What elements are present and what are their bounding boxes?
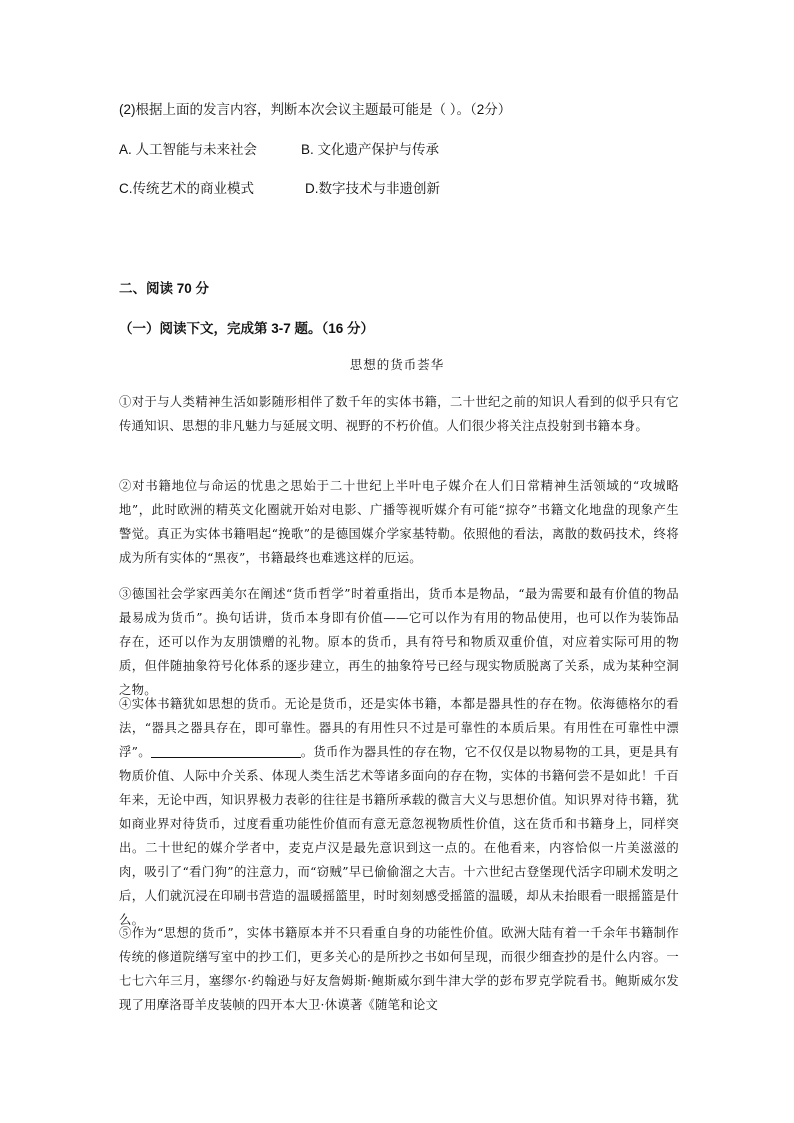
fill-in-blank[interactable] (151, 743, 301, 758)
article-title: 思想的货币荟华 (349, 357, 445, 372)
paragraph-4-before-blank: ④实体书籍犹如思想的货币。无论是货币，还是实体书籍，本都是器具性的存在物。依海德格尔的看法，“器具之器具存在，即可靠性。器具的有用性只不过是可靠性的本质后果。有用性在可靠性中漂浮”。 (119, 697, 679, 759)
question-stem: (2)根据上面的发言内容，判断本次会议主题最可能是（ ）。（2分） (119, 102, 512, 117)
option-b: B. 文化遗产保护与传承 (301, 142, 440, 157)
section-heading: 二、阅读 70 分 (119, 281, 210, 296)
option-c: C.传统艺术的商业模式 (119, 181, 254, 196)
option-a: A. 人工智能与未来社会 (119, 142, 258, 157)
paragraph-4-after-blank: 。货币作为器具性的存在物，它不仅仅是以物易物的工具，更是具有物质价值、人际中介关系、体现人类生活艺术等诸多面向的存在物，实体的书籍何尝不是如此！千百年来，无论中西，知识界极力表彰的往往是书籍所承载的微言大义与思想价值。知识界对待书籍，犹如商业界对待货币，过度看重功能性价值而有意无意忽视物质性价值，这在货币和书籍身上，同样突出。二十世纪的媒介学者中，麦克卢汉是最先意识到这一点的。在他看来，内容恰似一片美滋滋的肉，吸引了“看门狗”的注意力，而“窃贼”早已偷偷溜之大吉。十六世纪古登堡现代活字印刷术发明之后，人们就沉浸在印刷书营造的温暖摇篮里，时时刻刻感受摇篮的温暖，却从未抬眼看一眼摇篮是什么。 (119, 745, 679, 927)
paragraph-5: ⑤作为“思想的货币”，实体书籍原本并不只看重自身的功能性价值。欧洲大陆有着一千余年书籍制作传统的修道院缮写室中的抄工们，更多关心的是所抄之书如何呈现，而很少细查抄的是什么内容。一七七六年三月，塞缪尔·约翰逊与好友詹姆斯·鲍斯威尔到牛津大学的彭布罗克学院看书。鲍斯威尔发现了用摩洛哥羊皮装帧的四开本大卫·休谟著《随笔和论文 (119, 926, 679, 1012)
paragraph-1: ①对于与人类精神生活如影随形相伴了数千年的实体书籍，二十世纪之前的知识人看到的似乎只有它传通知识、思想的非凡魅力与延展文明、视野的不朽价值。人们很少将关注点投射到书籍本身。 (119, 395, 679, 433)
option-d: D.数字技术与非遗创新 (305, 181, 440, 196)
options-row-2 (119, 177, 440, 197)
paragraph-4 (119, 692, 679, 932)
paragraph-3: ③德国社会学家西美尔在阐述“货币哲学”时着重指出，货币本是物品，“最为需要和最有价值的物品最易成为货币”。换句话讲，货币本身即有价值——它可以作为有用的物品使用，也可以作为装饰品存在，还可以作为友朋馈赠的礼物。原本的货币，具有符号和物质双重价值，对应着实际可用的物质，但伴随抽象符号化体系的逐步建立，再生的抽象符号已经与现实物质脱离了关系，成为某种空洞之物。 (119, 587, 679, 697)
options-row-1 (119, 138, 439, 158)
paragraph-2: ②对书籍地位与命运的忧患之思始于二十世纪上半叶电子媒介在人们日常精神生活领域的“攻城略地”，此时欧洲的精英文化圈就开始对电影、广播等视听媒介有可能“掠夺”书籍文化地盘的现象产生警觉。真正为实体书籍唱起“挽歌”的是德国媒介学家基特勒。依照他的看法，离散的数码技术，终将成为所有实体的“黑夜”，书籍最终也难逃这样的厄运。 (119, 479, 679, 565)
subsection-heading: （一）阅读下文，完成第 3-7 题。（16 分） (119, 321, 375, 336)
